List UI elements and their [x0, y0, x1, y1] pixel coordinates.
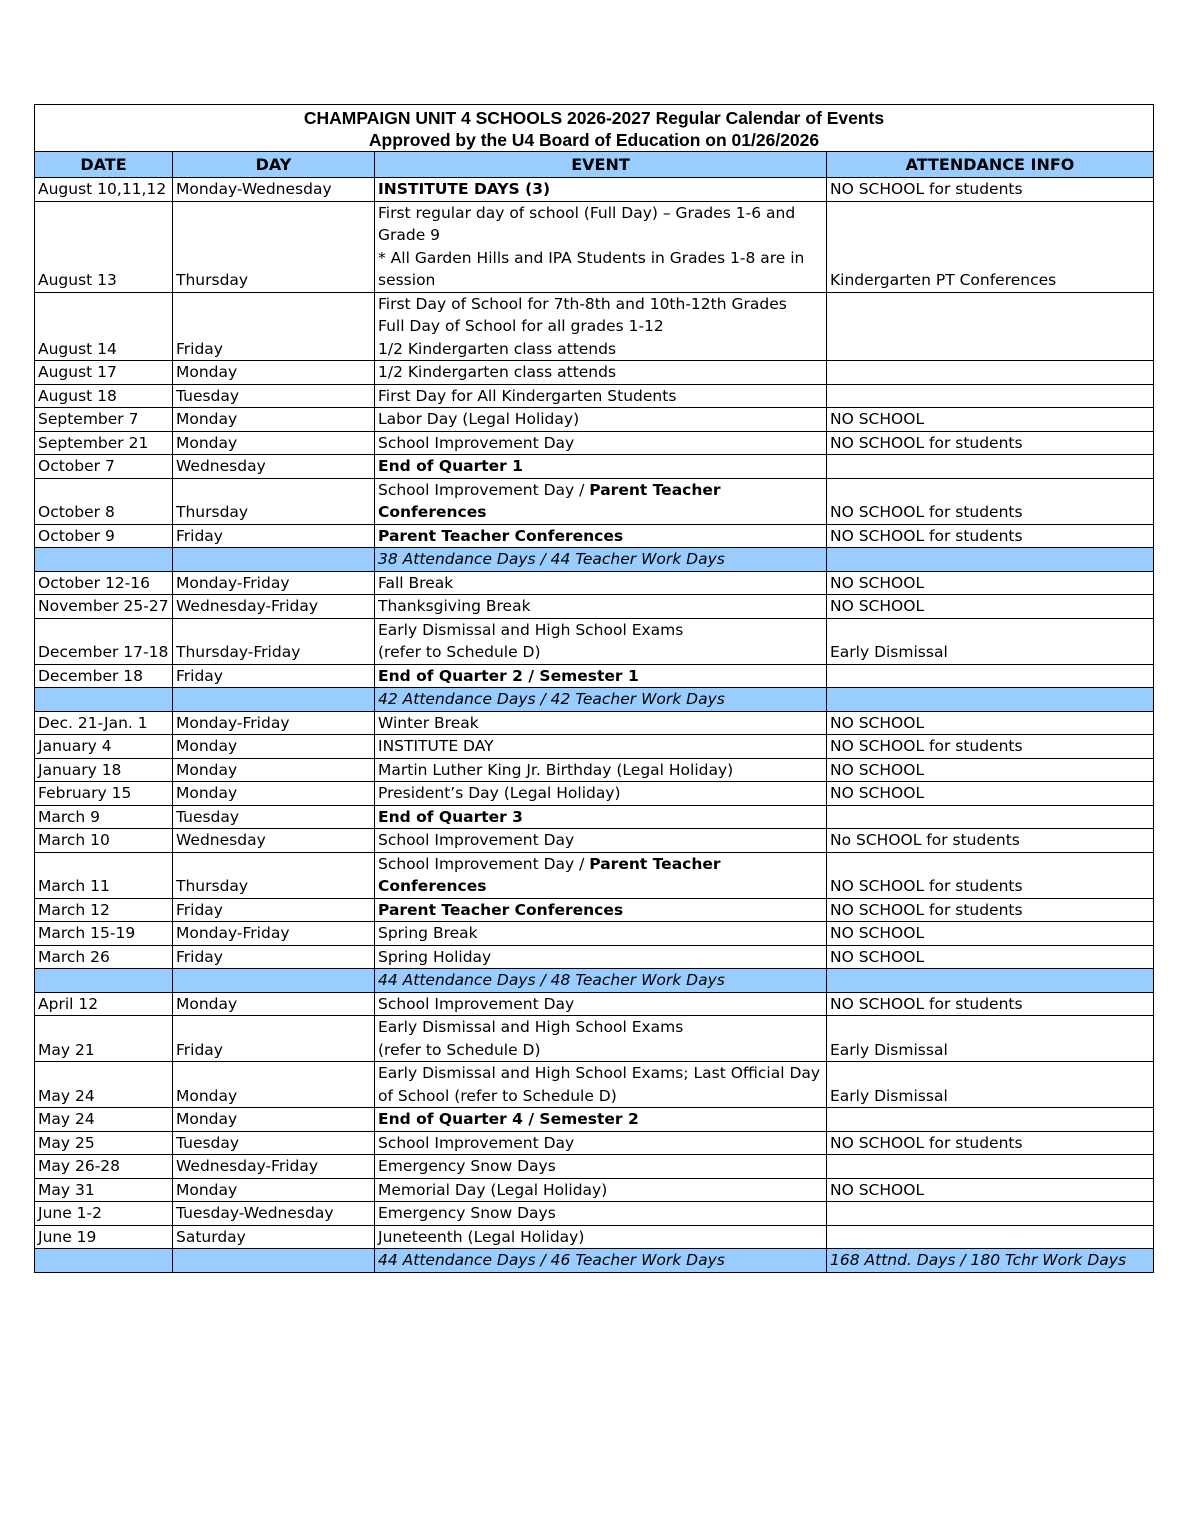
- event-cell: [375, 898, 827, 922]
- attendance-cell: NO SCHOOL: [827, 571, 1154, 595]
- summary-empty-day: [173, 969, 375, 993]
- attendance-cell: [827, 1108, 1154, 1132]
- header-date: DATE: [35, 152, 173, 178]
- summary-empty-day: [173, 688, 375, 712]
- event-line: [378, 735, 823, 758]
- event-cell: [375, 758, 827, 782]
- day-cell: Monday-Friday: [173, 711, 375, 735]
- attendance-cell: [827, 292, 1154, 361]
- table-row: [35, 852, 1154, 898]
- event-cell: [375, 524, 827, 548]
- table-title: [35, 105, 1154, 152]
- day-cell: Friday: [173, 945, 375, 969]
- event-line: [378, 408, 823, 431]
- attendance-cell: [827, 1202, 1154, 1226]
- summary-text: 42 Attendance Days / 42 Teacher Work Days: [375, 688, 827, 712]
- event-text-bold: Parent Teacher Conferences: [378, 526, 624, 545]
- table-row: [35, 478, 1154, 524]
- event-line: [378, 1179, 823, 1202]
- date-cell: May 24: [35, 1108, 173, 1132]
- day-cell: Tuesday: [173, 1131, 375, 1155]
- summary-row: [35, 969, 1154, 993]
- attendance-cell: NO SCHOOL for students: [827, 431, 1154, 455]
- event-cell: [375, 735, 827, 759]
- attendance-cell: NO SCHOOL: [827, 408, 1154, 432]
- calendar-table: [34, 104, 1154, 1273]
- attendance-cell: NO SCHOOL: [827, 711, 1154, 735]
- table-row: [35, 829, 1154, 853]
- event-line: [378, 361, 823, 384]
- event-cell: [375, 992, 827, 1016]
- event-text-bold: End of Quarter 2 / Semester 1: [378, 666, 639, 685]
- event-line: [378, 178, 823, 201]
- table-row: [35, 292, 1154, 361]
- table-row: [35, 735, 1154, 759]
- event-line: [378, 782, 823, 805]
- date-cell: August 18: [35, 384, 173, 408]
- date-cell: August 14: [35, 292, 173, 361]
- title-row: [35, 105, 1154, 152]
- summary-empty-day: [173, 1249, 375, 1273]
- event-cell: [375, 178, 827, 202]
- event-line: [378, 712, 823, 735]
- event-line: [378, 993, 823, 1016]
- event-text: First Day of School for 7th-8th and 10th-12th Grades: [378, 294, 787, 313]
- event-text-bold: End of Quarter 1: [378, 457, 523, 475]
- attendance-cell: [827, 1225, 1154, 1249]
- table-row: [35, 1062, 1154, 1108]
- attendance-cell: [827, 361, 1154, 385]
- event-cell: [375, 1016, 827, 1062]
- date-cell: August 17: [35, 361, 173, 385]
- day-cell: Friday: [173, 292, 375, 361]
- summary-attendance: [827, 969, 1154, 993]
- table-row: [35, 524, 1154, 548]
- event-text: President’s Day (Legal Holiday): [378, 784, 621, 802]
- day-cell: Monday: [173, 782, 375, 806]
- attendance-cell: NO SCHOOL: [827, 595, 1154, 619]
- date-cell: August 13: [35, 201, 173, 292]
- event-line: [378, 1155, 823, 1178]
- header-row: [35, 152, 1154, 178]
- event-text: Labor Day (Legal Holiday): [378, 410, 580, 428]
- table-row: [35, 898, 1154, 922]
- date-cell: May 21: [35, 1016, 173, 1062]
- attendance-cell: [827, 384, 1154, 408]
- attendance-cell: NO SCHOOL for students: [827, 898, 1154, 922]
- event-text: Memorial Day (Legal Holiday): [378, 1180, 608, 1199]
- day-cell: Thursday: [173, 852, 375, 898]
- summary-row: [35, 688, 1154, 712]
- day-cell: Monday: [173, 735, 375, 759]
- header-attendance: ATTENDANCE INFO: [827, 152, 1154, 178]
- event-line: [378, 641, 823, 664]
- event-cell: [375, 1131, 827, 1155]
- day-cell: Friday: [173, 524, 375, 548]
- event-cell: [375, 455, 827, 479]
- event-line: [378, 525, 823, 548]
- event-line: [378, 1202, 823, 1225]
- event-line: [378, 293, 823, 316]
- event-line: [378, 385, 823, 408]
- day-cell: Monday: [173, 408, 375, 432]
- day-cell: Monday-Wednesday: [173, 178, 375, 202]
- event-text: School Improvement Day /: [378, 854, 590, 873]
- event-cell: [375, 664, 827, 688]
- event-cell: [375, 945, 827, 969]
- event-text: School Improvement Day: [378, 994, 575, 1013]
- attendance-cell: Kindergarten PT Conferences: [827, 201, 1154, 292]
- attendance-cell: NO SCHOOL: [827, 922, 1154, 946]
- day-cell: Monday: [173, 1062, 375, 1108]
- table-row: [35, 1016, 1154, 1062]
- date-cell: September 7: [35, 408, 173, 432]
- event-line: [378, 338, 823, 361]
- table-row: [35, 384, 1154, 408]
- table-row: [35, 595, 1154, 619]
- event-line: [378, 455, 823, 478]
- attendance-cell: NO SCHOOL: [827, 1178, 1154, 1202]
- event-text: School Improvement Day: [378, 433, 575, 452]
- attendance-cell: NO SCHOOL: [827, 945, 1154, 969]
- attendance-cell: [827, 1155, 1154, 1179]
- table-row: [35, 1108, 1154, 1132]
- event-cell: [375, 1155, 827, 1179]
- event-line: [378, 1132, 823, 1155]
- event-line: [378, 432, 823, 455]
- event-line: [378, 806, 823, 829]
- summary-empty-date: [35, 548, 173, 572]
- date-cell: January 4: [35, 735, 173, 759]
- date-cell: August 10,11,12: [35, 178, 173, 202]
- date-cell: June 19: [35, 1225, 173, 1249]
- day-cell: Monday: [173, 1108, 375, 1132]
- event-cell: [375, 618, 827, 664]
- event-text: INSTITUTE DAY: [378, 737, 494, 755]
- table-row: [35, 201, 1154, 292]
- event-text: Full Day of School for all grades 1-12: [378, 317, 664, 335]
- summary-row: [35, 548, 1154, 572]
- attendance-cell: NO SCHOOL for students: [827, 1131, 1154, 1155]
- event-text: 1/2 Kindergarten class attends: [378, 363, 617, 381]
- event-text: Winter Break: [378, 713, 479, 732]
- day-cell: Monday-Friday: [173, 922, 375, 946]
- day-cell: Friday: [173, 1016, 375, 1062]
- attendance-cell: Early Dismissal: [827, 1016, 1154, 1062]
- date-cell: May 25: [35, 1131, 173, 1155]
- event-text-bold: INSTITUTE DAYS (3): [378, 180, 551, 198]
- attendance-cell: [827, 664, 1154, 688]
- day-cell: Monday: [173, 431, 375, 455]
- summary-attendance: [827, 548, 1154, 572]
- event-cell: [375, 1202, 827, 1226]
- event-line: [378, 479, 823, 524]
- table-row: [35, 758, 1154, 782]
- event-cell: [375, 1062, 827, 1108]
- day-cell: Thursday: [173, 201, 375, 292]
- attendance-cell: NO SCHOOL for students: [827, 992, 1154, 1016]
- event-text: 1/2 Kindergarten class attends: [378, 339, 617, 358]
- summary-empty-date: [35, 969, 173, 993]
- event-line: [378, 853, 823, 898]
- summary-text: 44 Attendance Days / 48 Teacher Work Days: [375, 969, 827, 993]
- date-cell: Dec. 21-Jan. 1: [35, 711, 173, 735]
- day-cell: Thursday: [173, 478, 375, 524]
- date-cell: March 9: [35, 805, 173, 829]
- event-cell: [375, 852, 827, 898]
- day-cell: Saturday: [173, 1225, 375, 1249]
- event-text: School Improvement Day /: [378, 480, 590, 499]
- day-cell: Friday: [173, 664, 375, 688]
- event-cell: [375, 292, 827, 361]
- event-text: School Improvement Day: [378, 831, 575, 849]
- attendance-cell: NO SCHOOL: [827, 782, 1154, 806]
- event-text: Thanksgiving Break: [378, 597, 531, 615]
- event-text: Early Dismissal and High School Exams: [378, 620, 684, 639]
- event-cell: [375, 805, 827, 829]
- event-text: Spring Break: [378, 924, 478, 942]
- event-text: First Day for All Kindergarten Students: [378, 386, 677, 405]
- event-text: Juneteenth (Legal Holiday): [378, 1227, 585, 1246]
- table-row: [35, 408, 1154, 432]
- table-row: [35, 1131, 1154, 1155]
- table-row: [35, 711, 1154, 735]
- date-cell: October 7: [35, 455, 173, 479]
- date-cell: December 18: [35, 664, 173, 688]
- event-line: [378, 1108, 823, 1131]
- day-cell: Monday: [173, 992, 375, 1016]
- date-cell: June 1-2: [35, 1202, 173, 1226]
- event-line: [378, 1016, 823, 1039]
- summary-empty-day: [173, 548, 375, 572]
- attendance-cell: NO SCHOOL for students: [827, 178, 1154, 202]
- event-text: (refer to Schedule D): [378, 1040, 541, 1059]
- date-cell: October 12-16: [35, 571, 173, 595]
- event-cell: [375, 408, 827, 432]
- date-cell: January 18: [35, 758, 173, 782]
- event-cell: [375, 478, 827, 524]
- date-cell: May 31: [35, 1178, 173, 1202]
- summary-empty-date: [35, 688, 173, 712]
- attendance-cell: NO SCHOOL: [827, 758, 1154, 782]
- table-row: [35, 178, 1154, 202]
- day-cell: Tuesday: [173, 384, 375, 408]
- date-cell: September 21: [35, 431, 173, 455]
- event-text: School Improvement Day: [378, 1133, 575, 1152]
- attendance-cell: No SCHOOL for students: [827, 829, 1154, 853]
- table-row: [35, 361, 1154, 385]
- title-line-1: CHAMPAIGN UNIT 4 SCHOOLS 2026-2027 Regular Calendar of Events: [303, 108, 885, 128]
- table-row: [35, 1155, 1154, 1179]
- date-cell: December 17-18: [35, 618, 173, 664]
- event-line: [378, 922, 823, 945]
- event-line: [378, 247, 823, 292]
- event-cell: [375, 1225, 827, 1249]
- event-cell: [375, 1178, 827, 1202]
- event-text: (refer to Schedule D): [378, 643, 541, 661]
- event-text-bold: Parent Teacher Conferences: [378, 480, 721, 521]
- table-row: [35, 431, 1154, 455]
- event-line: [378, 1062, 823, 1107]
- summary-empty-date: [35, 1249, 173, 1273]
- day-cell: Tuesday: [173, 805, 375, 829]
- event-line: [378, 665, 823, 688]
- day-cell: Monday-Friday: [173, 571, 375, 595]
- summary-row: [35, 1249, 1154, 1273]
- day-cell: Monday: [173, 1178, 375, 1202]
- table-row: [35, 618, 1154, 664]
- day-cell: Wednesday: [173, 455, 375, 479]
- date-cell: March 15-19: [35, 922, 173, 946]
- event-text: Early Dismissal and High School Exams; Last Official Day of School (refer to Schedule D): [378, 1064, 821, 1105]
- event-text-bold: End of Quarter 3: [378, 807, 523, 826]
- attendance-cell: NO SCHOOL for students: [827, 735, 1154, 759]
- event-line: [378, 1226, 823, 1249]
- day-cell: Monday: [173, 361, 375, 385]
- event-cell: [375, 782, 827, 806]
- summary-attendance: 168 Attnd. Days / 180 Tchr Work Days: [827, 1249, 1154, 1273]
- day-cell: Monday: [173, 758, 375, 782]
- event-cell: [375, 711, 827, 735]
- event-text-bold: Parent Teacher Conferences: [378, 854, 721, 895]
- table-row: [35, 945, 1154, 969]
- event-line: [378, 829, 823, 852]
- day-cell: Wednesday-Friday: [173, 1155, 375, 1179]
- day-cell: Tuesday-Wednesday: [173, 1202, 375, 1226]
- event-text-bold: End of Quarter 4 / Semester 2: [378, 1110, 639, 1128]
- attendance-cell: [827, 455, 1154, 479]
- date-cell: March 12: [35, 898, 173, 922]
- table-row: [35, 664, 1154, 688]
- event-line: [378, 595, 823, 618]
- event-text: Emergency Snow Days: [378, 1157, 556, 1175]
- summary-text: 44 Attendance Days / 46 Teacher Work Days: [375, 1249, 827, 1273]
- date-cell: October 9: [35, 524, 173, 548]
- date-cell: March 11: [35, 852, 173, 898]
- event-cell: [375, 922, 827, 946]
- title-line-2: Approved by the U4 Board of Education on 01/26/2026: [368, 130, 820, 150]
- day-cell: Wednesday-Friday: [173, 595, 375, 619]
- table-row: [35, 1178, 1154, 1202]
- table-row: [35, 805, 1154, 829]
- day-cell: Friday: [173, 898, 375, 922]
- attendance-cell: NO SCHOOL for students: [827, 852, 1154, 898]
- event-line: [378, 946, 823, 969]
- event-text: * All Garden Hills and IPA Students in Grades 1-8 are in session: [378, 248, 805, 289]
- event-text-bold: Parent Teacher Conferences: [378, 900, 624, 919]
- table-row: [35, 455, 1154, 479]
- event-cell: [375, 595, 827, 619]
- event-line: [378, 202, 823, 247]
- day-cell: Wednesday: [173, 829, 375, 853]
- date-cell: May 24: [35, 1062, 173, 1108]
- event-line: [378, 899, 823, 922]
- table-row: [35, 992, 1154, 1016]
- event-cell: [375, 829, 827, 853]
- date-cell: May 26-28: [35, 1155, 173, 1179]
- date-cell: March 26: [35, 945, 173, 969]
- attendance-cell: [827, 805, 1154, 829]
- summary-text: 38 Attendance Days / 44 Teacher Work Days: [375, 548, 827, 572]
- attendance-cell: NO SCHOOL for students: [827, 478, 1154, 524]
- event-cell: [375, 431, 827, 455]
- event-cell: [375, 571, 827, 595]
- table-row: [35, 1202, 1154, 1226]
- event-text: Martin Luther King Jr. Birthday (Legal Holiday): [378, 760, 734, 779]
- table-row: [35, 1225, 1154, 1249]
- table-row: [35, 922, 1154, 946]
- event-cell: [375, 384, 827, 408]
- event-cell: [375, 1108, 827, 1132]
- date-cell: February 15: [35, 782, 173, 806]
- table-row: [35, 782, 1154, 806]
- event-text: Spring Holiday: [378, 947, 492, 966]
- event-cell: [375, 361, 827, 385]
- date-cell: November 25-27: [35, 595, 173, 619]
- event-line: [378, 619, 823, 642]
- event-text: Early Dismissal and High School Exams: [378, 1018, 684, 1036]
- event-text: Emergency Snow Days: [378, 1204, 556, 1222]
- table-row: [35, 571, 1154, 595]
- event-line: [378, 759, 823, 782]
- event-cell: [375, 201, 827, 292]
- date-cell: October 8: [35, 478, 173, 524]
- attendance-cell: Early Dismissal: [827, 618, 1154, 664]
- event-line: [378, 1039, 823, 1062]
- event-text: First regular day of school (Full Day) – Grades 1-6 and Grade 9: [378, 203, 796, 244]
- date-cell: April 12: [35, 992, 173, 1016]
- header-day: DAY: [173, 152, 375, 178]
- date-cell: March 10: [35, 829, 173, 853]
- attendance-cell: Early Dismissal: [827, 1062, 1154, 1108]
- summary-attendance: [827, 688, 1154, 712]
- header-event: EVENT: [375, 152, 827, 178]
- day-cell: Thursday-Friday: [173, 618, 375, 664]
- event-line: [378, 315, 823, 338]
- event-line: [378, 572, 823, 595]
- attendance-cell: NO SCHOOL for students: [827, 524, 1154, 548]
- event-text: Fall Break: [378, 573, 454, 592]
